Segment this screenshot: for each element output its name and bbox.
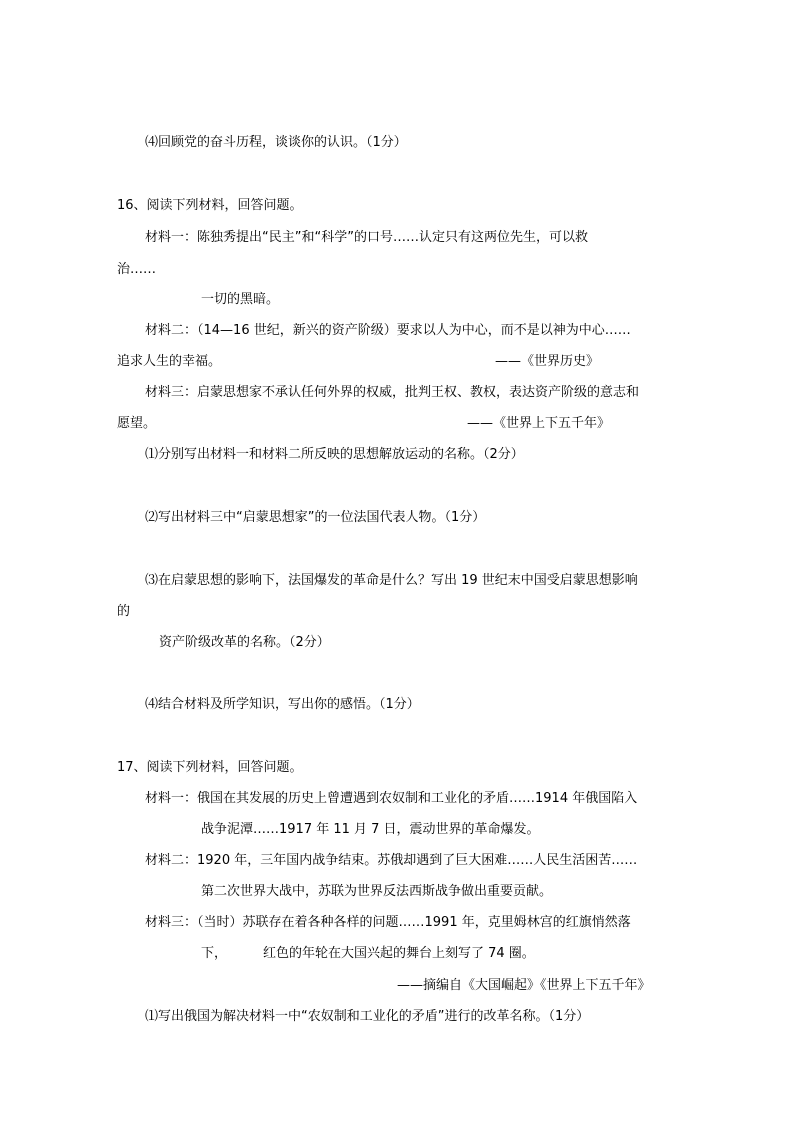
- q17-material2-line1: 材料二：1920 年，三年国内战争结束。苏俄却遇到了巨大困难……人民生活困苦……: [145, 853, 638, 868]
- q16-material3-line1: 材料三：启蒙思想家不承认任何外界的权威，批判王权、教权，表达资产阶级的意志和: [145, 385, 640, 400]
- q16-material3-line2: 愿望。: [117, 416, 157, 431]
- q16-sub3-line3: 资产阶级改革的名称。（2分）: [159, 635, 330, 650]
- q17-material2-line2: 第二次世界大战中，苏联为世界反法西斯战争做出重要贡献。: [201, 884, 553, 899]
- q17-heading: 17、阅读下列材料，回答问题。: [117, 760, 303, 775]
- q16-sub4: ⑷结合材料及所学知识，写出你的感悟。（1分）: [145, 697, 420, 712]
- q16-material3-source: ——《世界上下五千年》: [467, 416, 611, 431]
- q17-sub1: ⑴写出俄国为解决材料一中“农奴制和工业化的矛盾”进行的改革名称。（1分）: [145, 1009, 590, 1024]
- q16-material1-line1: 材料一：陈独秀提出“民主”和“科学”的口号……认定只有这两位先生，可以救: [145, 230, 588, 245]
- q17-material1-line2: 战争泥潭……1917 年 11 月 7 日，震动世界的革命爆发。: [201, 822, 540, 837]
- q17-source: ——摘编自《大国崛起》《世界上下五千年》: [397, 978, 651, 993]
- q16-material2-source: ——《世界历史》: [495, 354, 600, 369]
- q17-material3-line1: 材料三：（当时）苏联存在着各种各样的问题……1991 年，克里姆林宫的红旗悄然落: [145, 915, 631, 930]
- q16-sub2: ⑵写出材料三中“启蒙思想家”的一位法国代表人物。（1分）: [145, 510, 486, 525]
- q17-material1-line1: 材料一：俄国在其发展的历史上曾遭遇到农奴制和工业化的矛盾……1914 年俄国陷入: [145, 791, 638, 806]
- q16-material2-line1: 材料二：（14—16 世纪，新兴的资产阶级）要求以人为中心，而不是以神为中心……: [145, 323, 631, 338]
- q16-material2-line2: 追求人生的幸福。: [117, 354, 222, 369]
- q16-sub3-line2: 的: [117, 604, 131, 619]
- q16-heading: 16、阅读下列材料，回答问题。: [117, 198, 303, 213]
- q16-sub3-line1: ⑶在启蒙思想的影响下，法国爆发的革命是什么？写出 19 世纪末中国受启蒙思想影响: [145, 573, 638, 588]
- q16-material1-line3: 一切的黑暗。: [201, 292, 280, 307]
- q17-material3-line2a: 下，: [201, 946, 228, 961]
- q15-sub4: ⑷回顾党的奋斗历程，谈谈你的认识。（1分）: [145, 135, 407, 150]
- q17-material3-line2b: 红色的年轮在大国兴起的舞台上刻写了 74 圈。: [263, 946, 535, 961]
- q16-material1-line2: 治……: [117, 262, 157, 277]
- q16-sub1: ⑴分别写出材料一和材料二所反映的思想解放运动的名称。（2分）: [145, 447, 524, 462]
